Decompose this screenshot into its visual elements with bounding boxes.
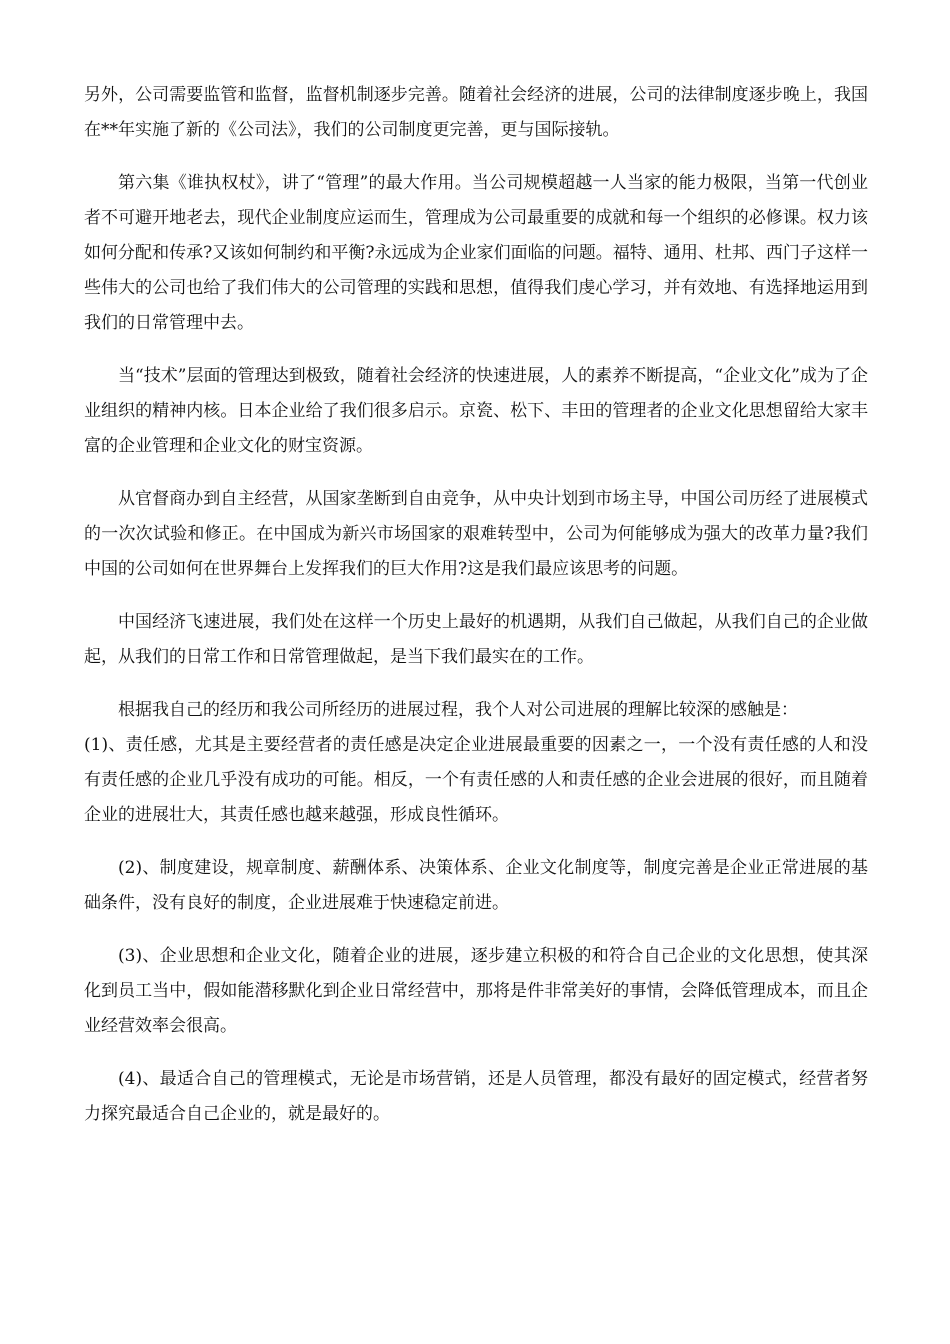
list-item-management-model: (4)、最适合自己的管理模式，无论是市场营销，还是人员管理，都没有最好的固定模式，经营者努力探究最适合自己企业的，就是最好的。 (84, 1069, 868, 1124)
document-page (84, 78, 868, 1150)
paragraph-opportunity: 中国经济飞速进展，我们处在这样一个历史上最好的机遇期，从我们自己做起，从我们自己的企业做起，从我们的日常工作和日常管理做起，是当下我们最实在的工作。 (84, 612, 868, 667)
list-item-culture: (3)、企业思想和企业文化，随着企业的进展，逐步建立积极的和符合自己企业的文化思想，使其深化到员工当中，假如能潜移默化到企业日常经营中，那将是件非常美好的事情，会降低管理成本，而且企业经营效率会很高。 (84, 946, 868, 1036)
paragraph-episode-six: 第六集《谁执权杖》，讲了“管理”的最大作用。当公司规模超越一人当家的能力极限，当第一代创业者不可避开地老去，现代企业制度应运而生，管理成为公司最重要的成就和每一个组织的必修课。权力该如何分配和传承?又该如何制约和平衡?永远成为企业家们面临的问题。福特、通用、杜邦、西门子这样一些伟大的公司也给了我们伟大的公司管理的实践和思想，值得我们虔心学习，并有效地、有选择地运用到我们的日常管理中去。 (84, 173, 868, 333)
list-item-institution: (2)、制度建设，规章制度、薪酬体系、决策体系、企业文化制度等，制度完善是企业正常进展的基础条件，没有良好的制度，企业进展难于快速稳定前进。 (84, 858, 868, 913)
paragraph-supervision: 另外，公司需要监管和监督，监督机制逐步完善。随着社会经济的进展，公司的法律制度逐步晚上，我国在**年实施了新的《公司法》，我们的公司制度更完善，更与国际接轨。 (84, 85, 868, 140)
paragraph-personal-insight: 根据我自己的经历和我公司所经历的进展过程，我个人对公司进展的理解比较深的感触是： (118, 700, 798, 720)
list-item-responsibility: (1)、责任感，尤其是主要经营者的责任感是决定企业进展最重要的因素之一，一个没有责任感的人和没有责任感的企业几乎没有成功的可能。相反，一个有责任感的人和责任感的企业会进展的很好，而且随着企业的进展壮大，其责任感也越来越强，形成良性循环。 (84, 735, 868, 825)
paragraph-corporate-culture: 当“技术”层面的管理达到极致，随着社会经济的快速进展，人的素养不断提高，“企业文化”成为了企业组织的精神内核。日本企业给了我们很多启示。京瓷、松下、丰田的管理者的企业文化思想留给大家丰富的企业管理和企业文化的财宝资源。 (84, 366, 868, 456)
paragraph-development-model: 从官督商办到自主经营，从国家垄断到自由竞争，从中央计划到市场主导，中国公司历经了进展模式的一次次试验和修正。在中国成为新兴市场国家的艰难转型中，公司为何能够成为强大的改革力量?我们中国的公司如何在世界舞台上发挥我们的巨大作用?这是我们最应该思考的问题。 (84, 489, 868, 579)
